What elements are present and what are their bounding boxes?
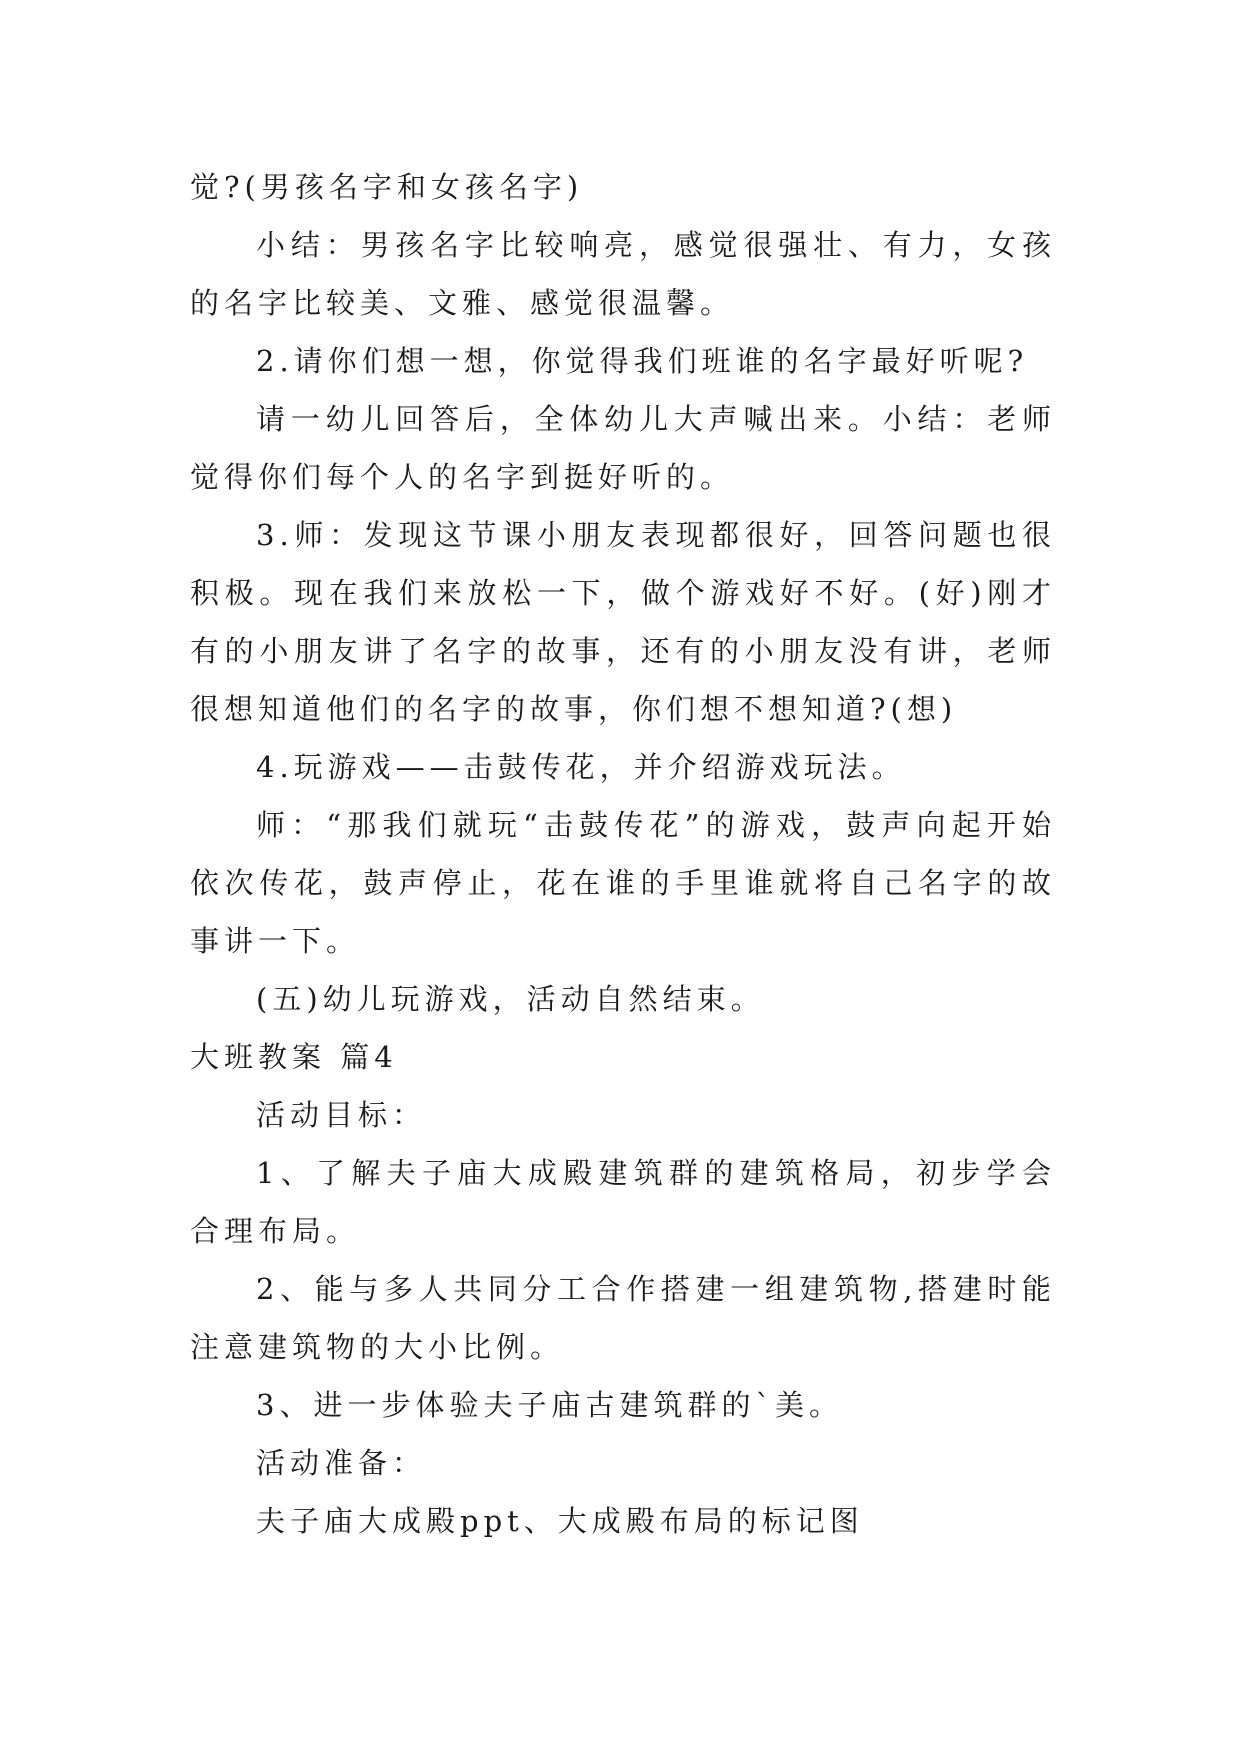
paragraph-step-4: 4.玩游戏——击鼓传花，并介绍游戏玩法。 bbox=[256, 750, 906, 784]
paragraph-step-2: 2.请你们想一想，你觉得我们班谁的名字最好听呢? bbox=[256, 344, 1029, 378]
paragraph-goal-1: 1、了解夫子庙大成殿建筑群的建筑格局，初步学会合理布局。 bbox=[190, 1156, 1056, 1248]
section-heading: 大班教案 篇4 bbox=[190, 1040, 398, 1074]
paragraph-step-5: (五)幼儿玩游戏，活动自然结束。 bbox=[256, 982, 765, 1016]
document-body bbox=[190, 158, 1056, 1550]
paragraph-teacher-game: 师：“那我们就玩“击鼓传花”的游戏，鼓声向起开始依次传花，鼓声停止，花在谁的手里谁就将自己名字的故事讲一下。 bbox=[190, 808, 1056, 958]
paragraph-text: 觉?(男孩名字和女孩名字) bbox=[190, 170, 584, 204]
paragraph-step-3: 3.师：发现这节课小朋友表现都很好，回答问题也很积极。现在我们来放松一下，做个游戏好不好。(好)刚才有的小朋友讲了名字的故事，还有的小朋友没有讲，老师很想知道他们的名字的故事，你们想不想知道?(想) bbox=[190, 518, 1056, 726]
paragraph-answer: 请一幼儿回答后，全体幼儿大声喊出来。小结：老师觉得你们每个人的名字到挺好听的。 bbox=[190, 402, 1056, 494]
paragraph-goal-2: 2、能与多人共同分工合作搭建一组建筑物,搭建时能注意建筑物的大小比例。 bbox=[190, 1272, 1056, 1364]
paragraph-prep-heading: 活动准备： bbox=[256, 1446, 427, 1480]
paragraph-summary-names: 小结：男孩名字比较响亮，感觉很强壮、有力，女孩的名字比较美、文雅、感觉很温馨。 bbox=[190, 228, 1056, 320]
paragraph-goal-3: 3、进一步体验夫子庙古建筑群的`美。 bbox=[256, 1388, 843, 1422]
paragraph-goals-heading: 活动目标： bbox=[256, 1098, 427, 1132]
paragraph-prep-materials: 夫子庙大成殿ppt、大成殿布局的标记图 bbox=[256, 1504, 864, 1538]
